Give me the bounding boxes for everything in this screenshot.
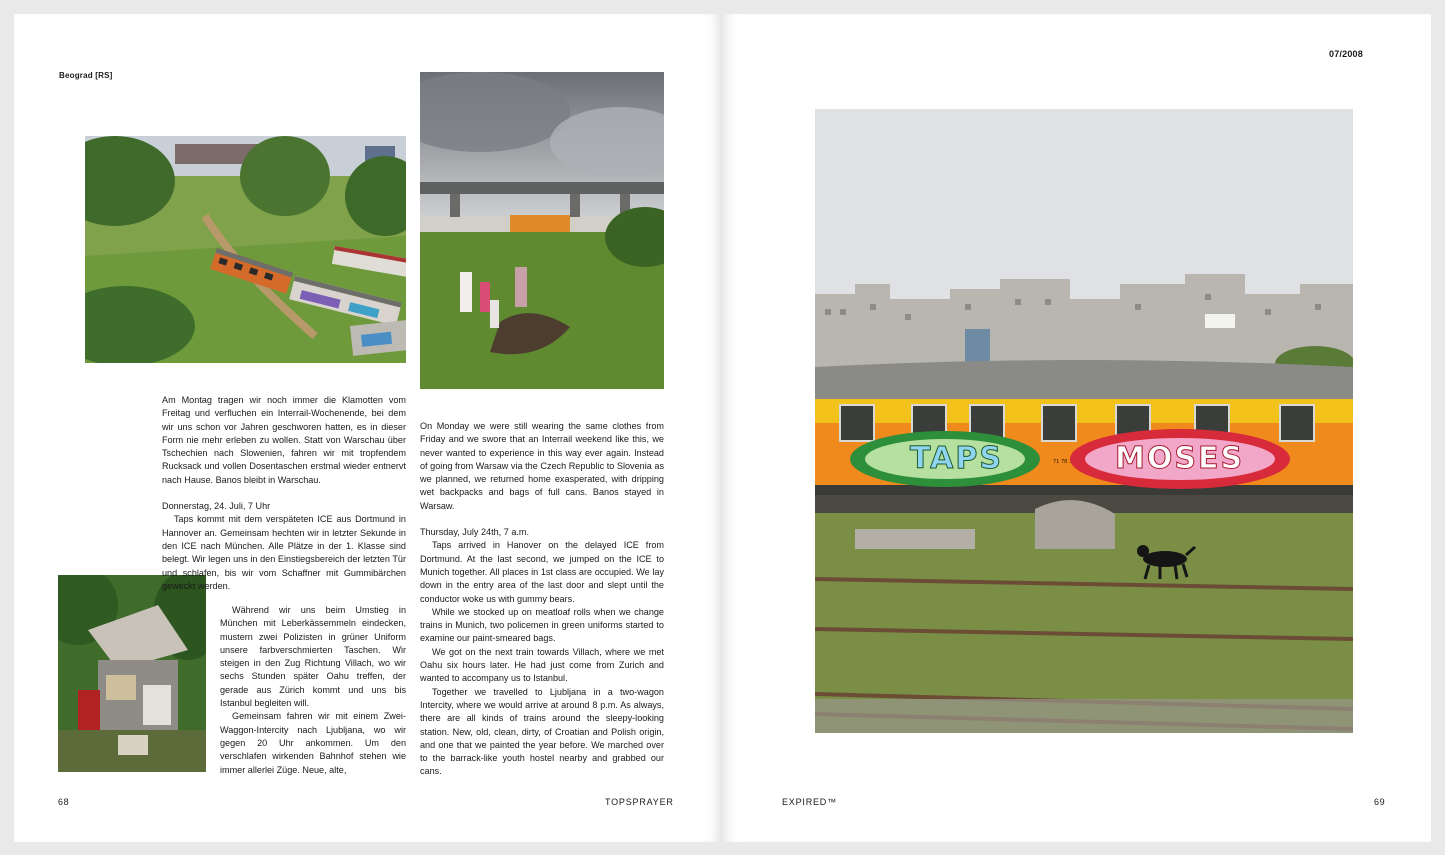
english-intro: On Monday we were still wearing the same clothes from Friday and we swore that an Interrail weekend like this, we never wanted to experience in this way ever again. Instead of going from Warsaw via the Czech Republic to Slovenia as we planned, we returned home exasperated, with dripping wet backpacks and bags of full cans. Banos stayed in Warsaw. [420,421,664,511]
english-date-heading: Thursday, July 24th, 7 a.m. [420,527,530,538]
page-number-right: 69 [1374,797,1386,807]
german-intro: Am Montag tragen wir noch immer die Klamotten vom Freitag und verfluchen ein Interrail-Wochenende, bei dem wir uns schon vor Jahren geschworen hatten, es in dieser Form nie mehr erleben zu wollen. Statt von Warschau über Tschechien nach Slowenien, fahren wir mit tropfendem Rucksack und vollen Dosentaschen erstmal wieder entnervt nach Hause. Banos bleibt in Warschau. [162,395,406,485]
wagon-number: 71 78 ... [1053,459,1074,465]
english-paragraph: We got on the next train towards Villach, where we met Oahu six hours later. He had just come from Zurich and wanted to accompany us to Istanbul. [420,646,664,684]
graffiti-piece-taps: TAPS [910,441,1003,476]
german-date-heading: Donnerstag, 24. Juli, 7 Uhr [162,501,271,512]
page-number-left: 68 [58,797,70,807]
photo-graffiti-train-belgrade [815,109,1353,733]
photo-makeshift-shack [58,575,206,772]
magazine-name: TOPSPRAYER [605,797,674,807]
german-text-column [162,394,406,593]
english-paragraph: Together we travelled to Ljubljana in a two-wagon Intercity, where we would arrive at around 8 p.m. As always, there are all kinds of trains around the sleepy-looking station. New, old, clean, dirty, of Croatian and Polish origin, and one that we painted the year before. We marched over to the barrack-like youth hostel nearby and grabbed our cans. [420,686,664,777]
german-text-column-lower [220,604,406,777]
right-page [722,14,1431,842]
german-paragraph: Gemeinsam fahren wir mit einem Zwei-Waggon-Intercity nach Ljubljana, wo wir gegen 20 Uhr ankommen. Um den verschlafen wirkenden Bahnhof stehen wie immer allerlei Züge. Neue, alte, [220,711,406,775]
graffiti-piece-moses: MOSES [1115,441,1245,476]
german-paragraph: Während wir uns beim Umstieg in München mit Leberkässemmeln eindecken, mustern zwei Polizisten in grüner Uniform unsere farbverschmierten Taschen. Wir steigen in den Zug Richtung Villach, wo wir sechs Stunden später Oahu treffen, der gerade aus Zürich kommt und uns bis Istanbul begleiten will. [220,605,406,709]
left-page [14,14,722,842]
english-text-column [420,420,664,779]
english-paragraph: While we stocked up on meatloaf rolls when we change trains in Munich, two policemen in green uniforms started to examine our paint-smeared bags. [420,606,664,644]
english-paragraph: Taps arrived in Hanover on the delayed ICE from Dortmund. At the last second, we jumped on the ICE to Munich together. All places in 1st class are occupied. We lay down in the entry area of the last door and slept until the conductor woke us with gummy bears. [420,540,664,604]
section-name: EXPIRED™ [782,797,837,807]
photo-bridge-and-children [420,72,664,389]
issue-date-label: 07/2008 [1329,49,1363,59]
photo-overgrown-train-yard [85,136,406,363]
location-label: Beograd [RS] [59,71,113,80]
german-paragraph: Taps kommt mit dem verspäteten ICE aus Dortmund in Hannover an. Gemeinsam hechten wir in letzter Sekunde in den ICE nach München. Alle Plätze in der 1. Klasse sind belegt. Wir legen uns in den Einstiegsbereich der letzten Tür und schlafen, bis wir vom Schaffner mit Gummibärchen geweckt werden. [162,514,406,591]
